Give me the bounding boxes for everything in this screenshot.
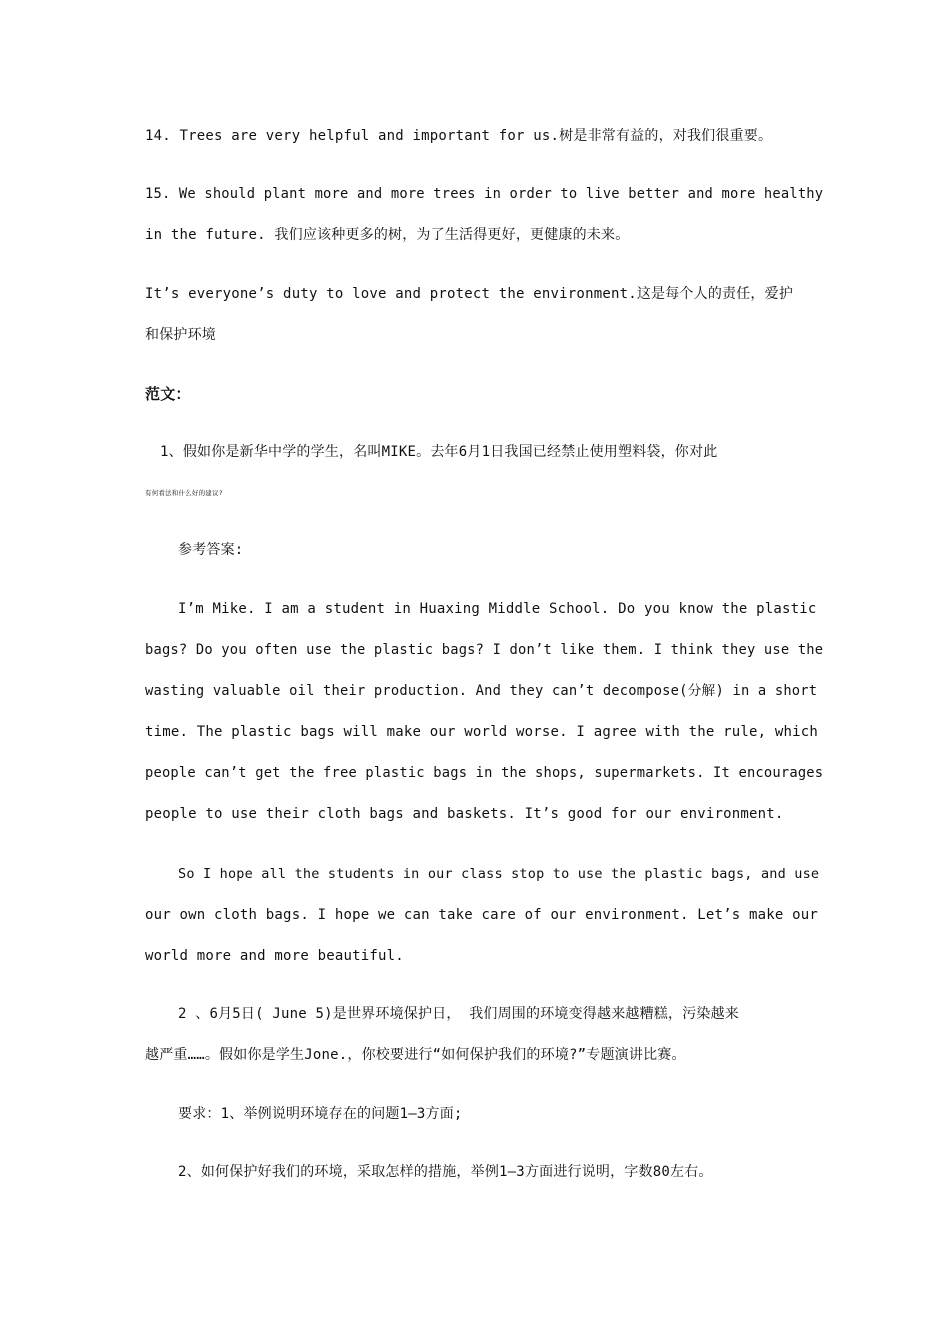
answer-paragraph-1-line-3: wasting valuable oil their production. And they can’t decompose(分解) in a short [145, 683, 818, 699]
question-1-line-1: 1、假如你是新华中学的学生，名叫MIKE。去年6月1日我国已经禁止使用塑料袋，你对此 [160, 444, 718, 460]
question-1-line-2: 有何看法和什么好的建议? [145, 489, 223, 497]
sample-essay-heading [145, 374, 825, 415]
answer-label-text: 参考答案: [178, 542, 244, 558]
requirement-2 [178, 1152, 828, 1193]
question-2 [145, 994, 825, 1076]
sentence-15-line-2: in the future. 我们应该种更多的树，为了生活得更好，更健康的未来。 [145, 227, 630, 243]
duty-sentence-line-1: It’s everyone’s duty to love and protect the environment.这是每个人的责任，爱护 [145, 286, 794, 302]
requirement-2-text: 2、如何保护好我们的环境，采取怎样的措施，举例1—3方面进行说明，字数80左右。 [178, 1164, 713, 1180]
answer-paragraph-1-line-2: bags? Do you often use the plastic bags? I don’t like them. I think they use the [145, 642, 824, 658]
question-2-line-2: 越严重……。假如你是学生Jone.，你校要进行“如何保护我们的环境?”专题演讲比赛。 [145, 1047, 686, 1063]
answer-paragraph-1-line-6: people to use their cloth bags and baskets. It’s good for our environment. [145, 806, 784, 822]
answer-paragraph-1-line-1: I’m Mike. I am a student in Huaxing Middle School. Do you know the plastic [178, 601, 817, 617]
sentence-14-text: 14. Trees are very helpful and important for us.树是非常有益的，对我们很重要。 [145, 128, 773, 144]
duty-sentence [145, 274, 825, 356]
question-2-line-1: 2 、6月5日( June 5)是世界环境保护日， 我们周围的环境变得越来越糟糕，污染越来 [178, 1006, 739, 1022]
answer-paragraph-2-line-2: our own cloth bags. I hope we can take care of our environment. Let’s make our [145, 907, 819, 923]
answer-paragraph-1 [145, 589, 825, 835]
sample-essay-heading-text: 范文： [145, 385, 191, 403]
answer-label [178, 530, 858, 571]
answer-paragraph-1-line-5: people can’t get the free plastic bags in the shops, supermarkets. It encourages [145, 765, 824, 781]
sentence-15 [145, 174, 825, 256]
answer-paragraph-2-line-3: world more and more beautiful. [145, 948, 404, 964]
question-1 [145, 432, 830, 514]
requirement-1-text: 要求：1、举例说明环境存在的问题1—3方面; [178, 1106, 463, 1122]
answer-paragraph-2-line-1: So I hope all the students in our class stop to use the plastic bags, and use [178, 866, 820, 882]
requirement-1 [178, 1094, 858, 1135]
answer-paragraph-2 [145, 854, 825, 977]
answer-paragraph-1-line-4: time. The plastic bags will make our world worse. I agree with the rule, which [145, 724, 819, 740]
duty-sentence-line-2: 和保护环境 [145, 327, 216, 343]
sentence-14 [145, 116, 825, 157]
sentence-15-line-1: 15. We should plant more and more trees in order to live better and more healthy [145, 186, 824, 202]
